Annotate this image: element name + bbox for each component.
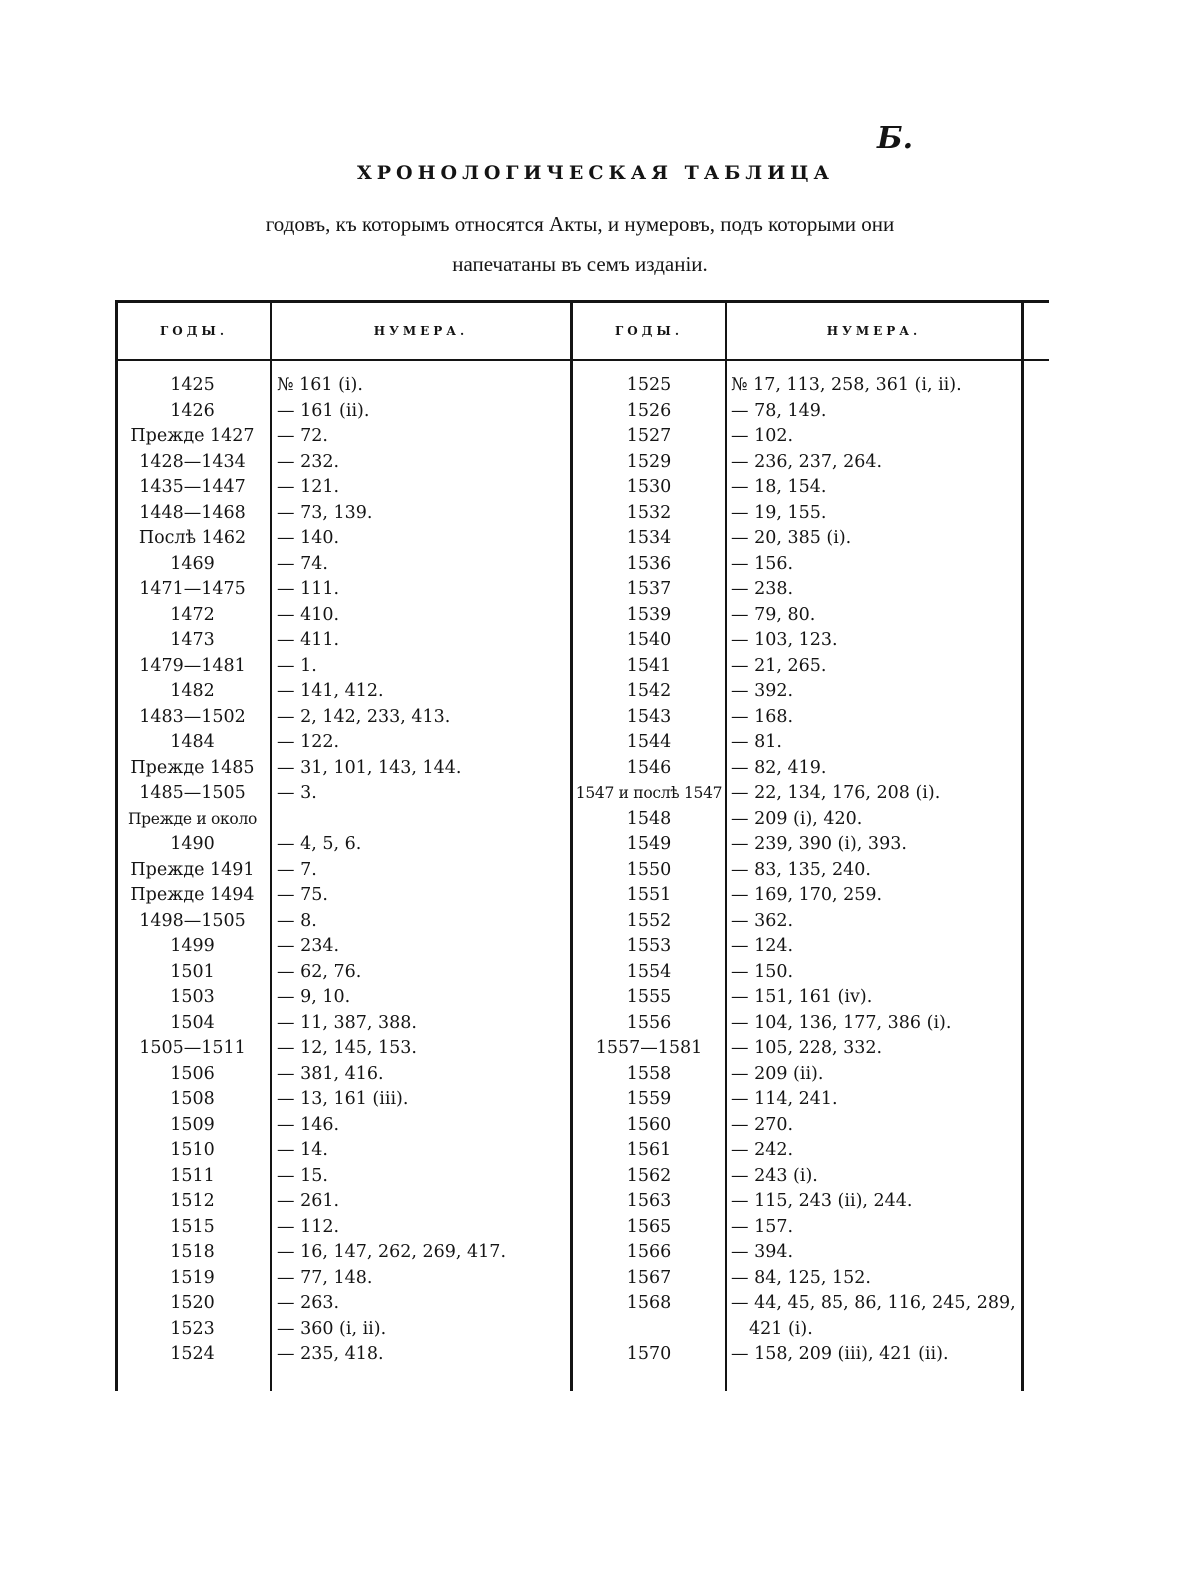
- year-cell: 1519: [170, 1267, 215, 1288]
- table-row: [115, 1291, 570, 1317]
- numbers-cell: — 22, 134, 176, 208 (i).: [731, 783, 941, 803]
- chronological-table: [115, 300, 1049, 1391]
- year-cell: 1471—1475: [139, 579, 246, 599]
- table-row: [573, 934, 1021, 960]
- year-cell: 1428—1434: [139, 451, 246, 472]
- numbers-cell: — 83, 135, 240.: [731, 859, 871, 880]
- year-cell: 1546: [626, 757, 672, 778]
- table-row: [573, 577, 1021, 603]
- year-cell: 1563: [626, 1191, 672, 1211]
- numbers-cell: — 270.: [731, 1114, 794, 1135]
- table-row: [573, 424, 1021, 450]
- table-row: [115, 705, 570, 731]
- year-cell: 1543: [626, 706, 672, 727]
- table-row: [115, 934, 570, 960]
- numbers-cell: — 411.: [277, 630, 340, 650]
- table-row: [573, 756, 1021, 782]
- numbers-cell: — 102.: [731, 426, 794, 446]
- year-cell: 1536: [626, 553, 672, 574]
- year-cell: 1553: [626, 936, 672, 956]
- left-rows: [115, 373, 570, 1368]
- numbers-cell: — 11, 387, 388.: [277, 1012, 417, 1033]
- numbers-cell: — 151, 161 (iv).: [731, 987, 873, 1007]
- numbers-cell: — 261.: [277, 1191, 340, 1211]
- numbers-cell: — 73, 139.: [277, 502, 373, 523]
- table-row: [573, 1036, 1021, 1062]
- year-cell: 1473: [170, 630, 215, 650]
- table-row: [115, 858, 570, 884]
- table-row: [573, 985, 1021, 1011]
- numbers-cell: — 235, 418.: [277, 1344, 384, 1364]
- numbers-cell: — 19, 155.: [731, 502, 827, 523]
- year-cell: 1554: [626, 961, 672, 982]
- year-cell: 1509: [170, 1114, 215, 1135]
- numbers-cell: — 236, 237, 264.: [731, 451, 883, 472]
- numbers-cell: — 115, 243 (ii), 244.: [731, 1191, 913, 1211]
- table-row: [573, 603, 1021, 629]
- numbers-cell: — 239, 390 (i), 393.: [731, 834, 907, 854]
- table-row: [115, 1240, 570, 1266]
- year-cell: 1550: [626, 859, 672, 880]
- table-row: [573, 1113, 1021, 1139]
- table-row: [115, 475, 570, 501]
- year-cell: 1547 и послѣ 1547: [575, 784, 723, 802]
- year-cell: 1485—1505: [139, 783, 246, 803]
- numbers-cell: — 381, 416.: [277, 1063, 384, 1084]
- table-row: [115, 1062, 570, 1088]
- numbers-cell: — 121.: [277, 477, 340, 497]
- table-row: [573, 450, 1021, 476]
- year-cell: 1544: [626, 732, 672, 752]
- numbers-cell: — 234.: [277, 936, 340, 956]
- numbers-cell: — 7.: [277, 859, 317, 880]
- numbers-cell: — 124.: [731, 936, 794, 956]
- table-row: [115, 1138, 570, 1164]
- numbers-cell: — 209 (ii).: [731, 1063, 824, 1084]
- year-cell: 1541: [626, 655, 672, 676]
- year-cell: 1472: [170, 604, 215, 625]
- numbers-cell: — 161 (ii).: [277, 400, 370, 421]
- year-cell: 1537: [626, 579, 672, 599]
- table-row: [115, 1266, 570, 1292]
- numbers-cell: — 243 (i).: [731, 1165, 818, 1186]
- year-cell: 1534: [626, 528, 672, 548]
- year-cell: Прежде 1491: [130, 859, 255, 880]
- year-cell: 1561: [626, 1140, 672, 1160]
- table-row: [573, 730, 1021, 756]
- header-years-right: ГОДЫ.: [614, 324, 683, 338]
- year-cell: 1551: [626, 885, 672, 905]
- table-row: [115, 960, 570, 986]
- table-row: [573, 1266, 1021, 1292]
- numbers-cell: — 84, 125, 152.: [731, 1267, 871, 1288]
- year-cell: 1518: [170, 1242, 215, 1262]
- numbers-cell: — 168.: [731, 706, 794, 727]
- numbers-cell: — 114, 241.: [731, 1089, 838, 1109]
- numbers-cell: — 72.: [277, 426, 328, 446]
- year-cell: 1490: [170, 834, 215, 854]
- table-row: [115, 603, 570, 629]
- table-row: [573, 832, 1021, 858]
- table-row: [573, 858, 1021, 884]
- table-row: [115, 832, 570, 858]
- numbers-cell: — 81.: [731, 732, 782, 752]
- table-row: [115, 628, 570, 654]
- table-row: [115, 577, 570, 603]
- year-cell: 1482: [170, 681, 215, 701]
- table-row: [115, 1189, 570, 1215]
- table-row: [115, 909, 570, 935]
- year-cell: 1525: [626, 375, 672, 395]
- table-row: [573, 1164, 1021, 1190]
- numbers-cell: — 242.: [731, 1140, 794, 1160]
- year-cell: 1529: [626, 451, 672, 472]
- year-cell: 1435—1447: [139, 477, 246, 497]
- numbers-cell: — 156.: [731, 553, 794, 574]
- numbers-cell: — 141, 412.: [277, 681, 384, 701]
- year-cell: 1426: [170, 400, 215, 421]
- year-cell: 1504: [170, 1012, 215, 1033]
- table-row: [115, 526, 570, 552]
- table-row: [115, 424, 570, 450]
- header-years-left: ГОДЫ.: [159, 324, 228, 338]
- table-row: [573, 552, 1021, 578]
- numbers-cell: — 158, 209 (iii), 421 (ii).: [731, 1344, 949, 1364]
- table-row: [573, 1087, 1021, 1113]
- numbers-cell: — 2, 142, 233, 413.: [277, 706, 451, 727]
- numbers-cell: — 18, 154.: [731, 477, 827, 497]
- table-row: [573, 1189, 1021, 1215]
- numbers-cell: — 4, 5, 6.: [277, 834, 362, 854]
- numbers-cell: — 140.: [277, 528, 340, 548]
- year-cell: 1527: [626, 426, 672, 446]
- year-cell: 1501: [170, 961, 215, 982]
- table-row: [115, 985, 570, 1011]
- table-row: [573, 1215, 1021, 1241]
- year-cell: 1448—1468: [139, 502, 246, 523]
- year-cell: 1540: [626, 630, 672, 650]
- table-row: [115, 1317, 570, 1343]
- numbers-cell: — 82, 419.: [731, 757, 827, 778]
- year-cell: 1549: [626, 834, 672, 854]
- table-row: [115, 1036, 570, 1062]
- numbers-cell: — 44, 45, 85, 86, 116, 245, 289,: [731, 1293, 1016, 1313]
- year-cell: 1469: [170, 553, 215, 574]
- year-cell: 1562: [626, 1165, 672, 1186]
- numbers-cell: — 13, 161 (iii).: [277, 1089, 409, 1109]
- year-cell: 1560: [626, 1114, 672, 1135]
- year-cell: 1483—1502: [139, 706, 246, 727]
- table-row: [115, 450, 570, 476]
- numbers-cell: — 78, 149.: [731, 400, 827, 421]
- numbers-cell: — 20, 385 (i).: [731, 528, 852, 548]
- year-cell: Послѣ 1462: [138, 528, 247, 548]
- numbers-cell: — 8.: [277, 910, 317, 931]
- numbers-cell: — 15.: [277, 1165, 328, 1186]
- table-row: [573, 1062, 1021, 1088]
- table-row: [573, 960, 1021, 986]
- year-cell: 1558: [626, 1063, 672, 1084]
- table-row: [573, 807, 1021, 833]
- year-cell: 1506: [170, 1063, 215, 1084]
- year-cell: Прежде 1494: [130, 885, 255, 905]
- year-cell: 1498—1505: [139, 910, 246, 931]
- table-row: [573, 883, 1021, 909]
- numbers-cell: № 17, 113, 258, 361 (i, ii).: [731, 375, 962, 395]
- table-row: [115, 399, 570, 425]
- subtitle-line-1: годовъ, къ которымъ относятся Акты, и нумеровъ, подъ которыми они: [265, 212, 895, 236]
- numbers-cell: — 150.: [731, 961, 794, 982]
- year-cell: 1566: [626, 1242, 672, 1262]
- year-cell: 1542: [626, 681, 672, 701]
- table-row: [115, 552, 570, 578]
- year-cell: 1570: [626, 1344, 672, 1364]
- numbers-cell: № 161 (i).: [277, 375, 363, 395]
- year-cell: 1552: [626, 910, 672, 931]
- year-cell: 1505—1511: [139, 1038, 246, 1058]
- table-row: [573, 1291, 1021, 1317]
- numbers-cell: — 77, 148.: [277, 1267, 373, 1288]
- numbers-cell: — 362.: [731, 910, 794, 931]
- year-cell: 1539: [626, 604, 672, 625]
- table-row: [115, 501, 570, 527]
- year-cell: 1526: [626, 400, 672, 421]
- year-cell: 1532: [626, 502, 672, 523]
- table-row: [573, 705, 1021, 731]
- year-cell: 1520: [170, 1293, 215, 1313]
- numbers-cell: — 79, 80.: [731, 604, 816, 625]
- numbers-cell: — 209 (i), 420.: [731, 808, 863, 829]
- table-row: [573, 1011, 1021, 1037]
- table-row: [115, 679, 570, 705]
- numbers-cell: — 103, 123.: [731, 630, 838, 650]
- numbers-cell: — 157.: [731, 1216, 794, 1237]
- table-row: [115, 807, 570, 833]
- year-cell: 1425: [170, 375, 215, 395]
- table-row: [573, 399, 1021, 425]
- year-cell: 1515: [170, 1216, 215, 1237]
- right-rows: [573, 373, 1021, 1368]
- table-row: [115, 1342, 570, 1368]
- year-cell: Прежде 1427: [130, 426, 255, 446]
- section-mark: Б.: [877, 121, 914, 156]
- numbers-cell: — 169, 170, 259.: [731, 885, 883, 905]
- table-row: [573, 781, 1021, 807]
- header-rule: [115, 359, 1049, 361]
- table-row: [115, 654, 570, 680]
- numbers-cell: — 12, 145, 153.: [277, 1038, 417, 1058]
- year-cell: 1511: [170, 1165, 215, 1186]
- numbers-cell: — 394.: [731, 1242, 794, 1262]
- numbers-cell: — 104, 136, 177, 386 (i).: [731, 1012, 952, 1033]
- year-cell: 1503: [170, 987, 215, 1007]
- table-row: [115, 1087, 570, 1113]
- year-cell: 1510: [170, 1140, 215, 1160]
- year-cell: Прежде 1485: [130, 757, 255, 778]
- numbers-cell: — 9, 10.: [277, 987, 351, 1007]
- year-cell: 1548: [626, 808, 672, 829]
- page-subtitle: [130, 204, 1030, 284]
- year-cell: 1565: [626, 1216, 672, 1237]
- numbers-cell: — 360 (i, ii).: [277, 1318, 387, 1339]
- numbers-cell: — 111.: [277, 579, 340, 599]
- table-row: [573, 1138, 1021, 1164]
- numbers-cell: — 112.: [277, 1216, 340, 1237]
- table-row: [573, 628, 1021, 654]
- table-border-right: [1021, 303, 1024, 1391]
- numbers-cell: — 146.: [277, 1114, 340, 1135]
- table-row: [115, 756, 570, 782]
- year-cell: 1512: [170, 1191, 215, 1211]
- numbers-cell: — 392.: [731, 681, 794, 701]
- table-row: [115, 1164, 570, 1190]
- year-cell: 1499: [170, 936, 215, 956]
- numbers-cell: — 122.: [277, 732, 340, 752]
- table-row: [573, 526, 1021, 552]
- numbers-cell: — 232.: [277, 451, 340, 472]
- header-numbers-left: НУМЕРА.: [373, 324, 469, 338]
- numbers-cell: — 238.: [731, 579, 794, 599]
- table-row: [115, 781, 570, 807]
- table-row: [115, 373, 570, 399]
- numbers-cell-continued: 421 (i).: [749, 1318, 813, 1339]
- table-row: [115, 1113, 570, 1139]
- year-cell: 1568: [626, 1293, 672, 1313]
- table-row: [573, 679, 1021, 705]
- table-row: [115, 883, 570, 909]
- table-row: [115, 1011, 570, 1037]
- year-cell: 1479—1481: [139, 655, 246, 676]
- table-row: [573, 475, 1021, 501]
- table-row: [573, 654, 1021, 680]
- year-cell: 1484: [170, 732, 215, 752]
- numbers-cell: — 105, 228, 332.: [731, 1038, 883, 1058]
- table-row: [573, 1317, 1021, 1343]
- numbers-cell: — 62, 76.: [277, 961, 362, 982]
- year-cell: 1524: [170, 1344, 215, 1364]
- table-row: [573, 909, 1021, 935]
- numbers-cell: — 74.: [277, 553, 328, 574]
- year-cell: 1556: [626, 1012, 672, 1033]
- table-row: [573, 373, 1021, 399]
- numbers-cell: — 3.: [277, 783, 317, 803]
- table-row: [115, 730, 570, 756]
- year-cell: 1559: [626, 1089, 672, 1109]
- header-numbers-right: НУМЕРА.: [826, 324, 922, 338]
- year-cell: 1555: [626, 987, 672, 1007]
- table-row: [115, 1215, 570, 1241]
- year-cell: 1530: [626, 477, 672, 497]
- year-cell: 1557—1581: [595, 1038, 703, 1058]
- page-title: ХРОНОЛОГИЧЕСКАЯ ТАБЛИЦА: [356, 162, 835, 184]
- year-cell: 1567: [626, 1267, 672, 1288]
- numbers-cell: — 75.: [277, 885, 328, 905]
- year-cell: Прежде и около: [127, 809, 258, 828]
- table-row: [573, 1240, 1021, 1266]
- numbers-cell: — 31, 101, 143, 144.: [277, 757, 462, 778]
- year-cell: 1508: [170, 1089, 215, 1109]
- subtitle-line-2: напечатаны въ семъ изданіи.: [452, 252, 708, 276]
- numbers-cell: — 14.: [277, 1140, 328, 1160]
- numbers-cell: — 16, 147, 262, 269, 417.: [277, 1242, 507, 1262]
- table-row: [573, 501, 1021, 527]
- table-row: [573, 1342, 1021, 1368]
- year-cell: 1523: [170, 1318, 215, 1339]
- numbers-cell: — 1.: [277, 655, 317, 676]
- numbers-cell: — 263.: [277, 1293, 340, 1313]
- numbers-cell: — 21, 265.: [731, 655, 827, 676]
- numbers-cell: — 410.: [277, 604, 340, 625]
